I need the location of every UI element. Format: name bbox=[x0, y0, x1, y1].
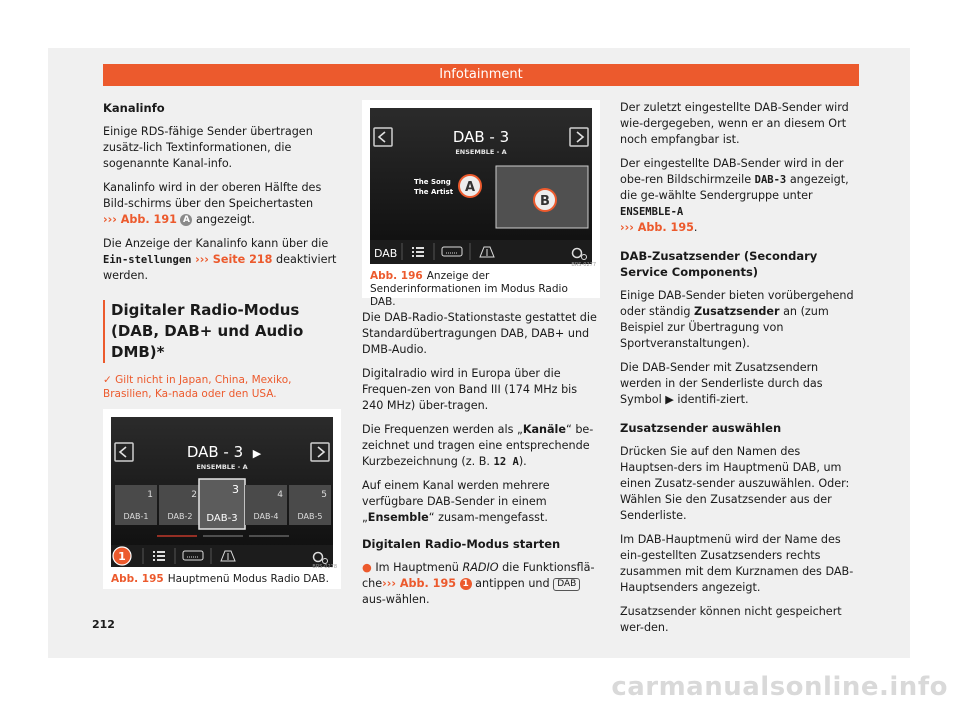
kanalinfo-paragraph-3 bbox=[103, 236, 341, 284]
figure-196-caption bbox=[362, 264, 600, 309]
dab-section-heading: Digitaler Radio-Modus (DAB, DAB+ und Audio DMB)* bbox=[103, 300, 341, 363]
text: antippen und bbox=[475, 577, 550, 590]
preset-label: DAB-5 bbox=[297, 512, 323, 521]
list-icon[interactable] bbox=[153, 551, 165, 561]
callout-marker-1 bbox=[113, 547, 131, 565]
fig-191-link[interactable]: ››› Abb. 191 bbox=[103, 213, 177, 226]
dab-info-screen bbox=[370, 108, 592, 264]
bottom-bar bbox=[370, 240, 592, 264]
dab-main-screen bbox=[111, 417, 333, 567]
start-step bbox=[362, 560, 600, 608]
zusatz-paragraph-2 bbox=[620, 156, 858, 236]
zusatz-paragraph-5: Drücken Sie auf den Namen des Hauptsen-ders im Hauptmenü DAB, um einen Zusatz-sender auszuwählen. Oder: Wählen Sie den Zusatzsender aus der Senderliste. bbox=[620, 445, 850, 522]
dab-key: DAB bbox=[553, 578, 580, 591]
kanalinfo-paragraph-2 bbox=[103, 180, 341, 228]
text: deaktiviert werden. bbox=[103, 253, 337, 282]
dab-info-screen-svg bbox=[370, 108, 592, 264]
text: Im Hauptmenü bbox=[375, 561, 459, 574]
section-header: Infotainment bbox=[103, 64, 859, 86]
start-heading: Digitalen Radio-Modus starten bbox=[362, 537, 561, 551]
check-icon: ✓ bbox=[103, 374, 112, 386]
dab-paragraph-2: Digitalradio wird in Europa über die Frequen-zen von Band III (174 MHz bis 240 MHz) über-tragen. bbox=[362, 367, 578, 412]
text: identifi-ziert. bbox=[677, 393, 749, 406]
figure-195-caption bbox=[103, 567, 337, 586]
figure-code: BRS-0278 bbox=[312, 564, 337, 570]
zusatz-paragraph-3 bbox=[620, 288, 858, 352]
marker-a: A bbox=[180, 214, 192, 226]
caption-label: Abb. 196 bbox=[370, 270, 423, 282]
text: an (zum Beispiel zur Übertragung von Sportveranstaltungen). bbox=[620, 305, 829, 350]
text: Die Anzeige der Kanalinfo kann über die bbox=[103, 237, 329, 250]
text: Kanalinfo wird in der oberen Hälfte des Bild-schirms über den Speichertasten bbox=[103, 181, 322, 210]
ensemble-label: ENSEMBLE - A bbox=[196, 463, 248, 471]
marker-letter: A bbox=[464, 180, 476, 195]
text: “ be-zeichnet und tragen eine entsprechende Kurzbezeichnung (z. B. bbox=[362, 423, 594, 468]
page-number: 212 bbox=[92, 618, 115, 631]
text: Die Frequenzen werden als „ bbox=[362, 423, 523, 436]
preset-label: DAB-1 bbox=[123, 512, 149, 521]
ensemble-code: ENSEMBLE-A bbox=[620, 206, 684, 218]
text: Die DAB-Sender mit Zusatzsendern werden in der Senderliste durch das Symbol bbox=[620, 361, 823, 406]
text: Einige DAB-Sender bieten vorübergehend oder ständig bbox=[620, 289, 854, 318]
preset-4[interactable] bbox=[245, 485, 287, 525]
caption-label: Abb. 195 bbox=[111, 573, 164, 585]
text: aus-wählen. bbox=[362, 593, 430, 606]
station-code: DAB-3 bbox=[754, 174, 787, 186]
zusatz-paragraph-4 bbox=[620, 360, 858, 408]
figure-code: BRS-0277 bbox=[571, 262, 596, 268]
preset-label: DAB-2 bbox=[167, 512, 193, 521]
preset-5[interactable] bbox=[289, 485, 331, 525]
text: angezeigt, die ge-wählte Sendergruppe unter bbox=[620, 173, 849, 202]
marker-letter: B bbox=[540, 194, 550, 209]
kanalinfo-heading: Kanalinfo bbox=[103, 101, 165, 115]
figure-196 bbox=[362, 100, 600, 308]
bold-term: Zusatzsender bbox=[694, 305, 780, 318]
note-text: Gilt nicht in Japan, China, Mexiko, Brasilien, Ka-nada oder den USA. bbox=[103, 374, 292, 400]
waehlen-heading: Zusatzsender auswählen bbox=[620, 421, 782, 435]
dab-paragraph-1: Die DAB-Radio-Stationstaste gestattet die Standardübertragungen DAB, DAB+ und DMB-Audio. bbox=[362, 311, 597, 356]
preset-1[interactable] bbox=[115, 485, 157, 525]
availability-note bbox=[103, 373, 341, 401]
dab-main-screen-svg bbox=[111, 417, 333, 567]
preset-3-selected[interactable] bbox=[199, 479, 245, 529]
zusatz-paragraph-6: Im DAB-Hauptmenü wird der Name des ein-gestellten Zusatzsenders rechts zusammen mit dem Kurznamen des DAB-Hauptsenders angezeigt. bbox=[620, 533, 854, 594]
column-left bbox=[103, 100, 341, 589]
ensemble-label: ENSEMBLE - A bbox=[455, 148, 507, 156]
kanalinfo-paragraph-1: Einige RDS-fähige Sender übertragen zusätz-lich Textinformationen, die sogenannte Kanal-info. bbox=[103, 125, 313, 170]
channel-code: 12 A bbox=[493, 456, 519, 468]
bottom-bar bbox=[111, 545, 333, 567]
preset-number: 5 bbox=[321, 490, 327, 500]
song-title: The Song bbox=[414, 178, 451, 186]
fig-195-link[interactable]: ››› Abb. 195 bbox=[382, 577, 457, 590]
column-right bbox=[620, 100, 858, 644]
station-title: DAB - 3 bbox=[186, 443, 244, 461]
caption-text: Anzeige der Senderinformationen im Modus Radio DAB. bbox=[370, 270, 568, 308]
fig-195-link[interactable]: ››› Abb. 195 bbox=[620, 221, 694, 234]
zusatz-paragraph-1: Der zuletzt eingestellte DAB-Sender wird wie-dergegeben, wenn er an diesem Ort noch empfangbar ist. bbox=[620, 101, 849, 146]
dab-paragraph-4 bbox=[362, 478, 600, 526]
marker-number: 1 bbox=[118, 550, 126, 563]
caption-text: Hauptmenü Modus Radio DAB. bbox=[167, 573, 329, 585]
text: die Funktionsflä-che bbox=[362, 561, 595, 590]
list-icon[interactable] bbox=[412, 247, 424, 257]
text: angezeigt. bbox=[196, 213, 255, 226]
preset-label: DAB-4 bbox=[253, 512, 279, 521]
dab-paragraph-3 bbox=[362, 422, 600, 470]
page-218-link[interactable]: ››› Seite 218 bbox=[195, 253, 273, 266]
bold-term: Kanäle bbox=[522, 423, 566, 436]
bullet-icon: ● bbox=[362, 561, 372, 574]
text: Der eingestellte DAB-Sender wird in der obe-ren Bildschirmzeile bbox=[620, 157, 844, 186]
preset-number: 2 bbox=[191, 490, 197, 500]
preset-2[interactable] bbox=[159, 485, 201, 525]
figure-195 bbox=[103, 409, 341, 589]
text: Auf einem Kanal werden mehrere verfügbare DAB-Sender in einem „ bbox=[362, 479, 550, 524]
marker-1: 1 bbox=[460, 578, 472, 590]
menu-name: RADIO bbox=[462, 561, 499, 574]
artist-name: The Artist bbox=[414, 188, 454, 196]
preset-label: DAB-3 bbox=[206, 513, 238, 524]
dab-button[interactable]: DAB bbox=[374, 247, 398, 260]
settings-code: Ein-stellungen bbox=[103, 254, 192, 266]
zusatz-heading: DAB-Zusatzsender (Secondary Service Components) bbox=[620, 249, 818, 279]
secondary-service-icon: ▶ bbox=[252, 447, 262, 460]
column-middle bbox=[362, 100, 600, 616]
secondary-service-icon: ▶ bbox=[665, 393, 674, 406]
zusatz-paragraph-7: Zusatzsender können nicht gespeichert wer-den. bbox=[620, 605, 842, 634]
callout-marker-b bbox=[534, 189, 556, 211]
text: ). bbox=[518, 455, 527, 468]
text: . bbox=[693, 221, 698, 234]
preset-number: 3 bbox=[232, 483, 239, 496]
station-title: DAB - 3 bbox=[452, 128, 510, 146]
preset-number: 4 bbox=[277, 490, 283, 500]
bold-term: Ensemble bbox=[367, 511, 429, 524]
watermark: carmanualsonline.info bbox=[611, 672, 948, 702]
preset-number: 1 bbox=[147, 490, 153, 500]
text: “ zusam-mengefasst. bbox=[428, 511, 548, 524]
callout-marker-a bbox=[459, 175, 481, 197]
